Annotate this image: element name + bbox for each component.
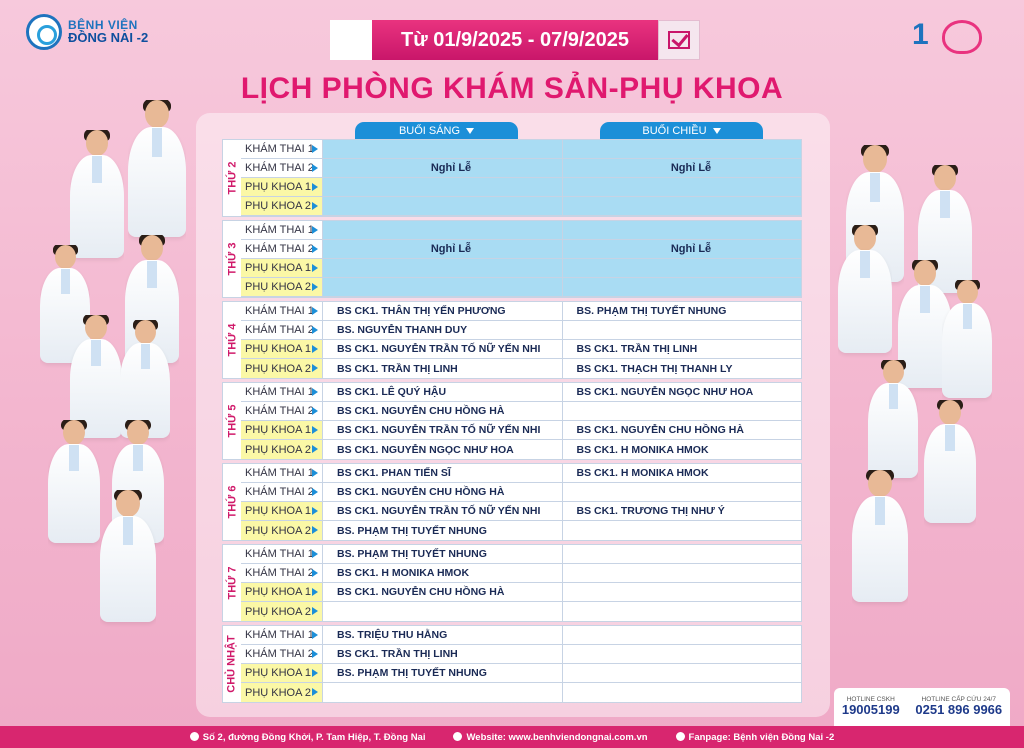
day-label: CHỦ NHẬT <box>226 635 239 693</box>
table-row <box>241 645 801 664</box>
day-label: THỨ 5 <box>226 404 238 438</box>
room-label: PHỤ KHOA 1 <box>241 583 323 601</box>
day-block <box>222 625 802 703</box>
table-row <box>241 221 801 240</box>
day-block <box>222 544 802 622</box>
room-label: KHÁM THAI 2 <box>241 483 323 501</box>
room-label: KHÁM THAI 1 <box>241 221 323 239</box>
schedule-cell-am: BS CK1. LÊ QUÝ HẬU <box>323 383 563 401</box>
schedule-cell-am: BS CK1. NGUYỄN CHU HỒNG HÀ <box>323 402 563 420</box>
day-block <box>222 220 802 298</box>
schedule-cell-am: BS CK1. NGUYỄN TRẦN TỐ NỮ YẾN NHI <box>323 340 563 358</box>
schedule-cell-pm <box>563 402 802 420</box>
footer-fanpage[interactable]: Fanpage: Bệnh viện Đồng Nai -2 <box>676 732 835 743</box>
room-label: KHÁM THAI 1 <box>241 383 323 401</box>
schedule-cell-pm: BS CK1. NGUYỄN CHU HỒNG HÀ <box>576 424 744 436</box>
room-label: PHỤ KHOA 2 <box>241 197 323 215</box>
room-label: PHỤ KHOA 1 <box>241 664 323 682</box>
schedule-cell-pm: BS CK1. H MONIKA HMOK <box>576 443 709 456</box>
table-row <box>241 340 801 359</box>
doctor-photo <box>48 420 100 555</box>
hotline-emergency-number[interactable]: 0251 896 9966 <box>915 702 1003 718</box>
schedule-cell-am: BS CK1. PHAN TIẾN SĨ <box>323 464 563 482</box>
table-row <box>241 259 801 278</box>
globe-icon <box>453 732 462 741</box>
room-label: KHÁM THAI 2 <box>241 645 323 663</box>
hospital-logo-icon <box>26 14 62 50</box>
table-row <box>241 383 801 402</box>
schedule-cell-pm <box>563 178 802 196</box>
room-label: KHÁM THAI 2 <box>241 321 323 339</box>
room-label: KHÁM THAI 1 <box>241 464 323 482</box>
room-label: KHÁM THAI 2 <box>241 240 323 258</box>
schedule-cell-am <box>323 602 563 621</box>
table-row <box>241 502 801 521</box>
room-label: KHÁM THAI 2 <box>241 402 323 420</box>
doctor-photo <box>128 100 186 251</box>
schedule-cell-pm <box>563 626 802 644</box>
location-icon <box>190 732 199 741</box>
table-row <box>241 521 801 540</box>
schedule-cell-pm <box>563 583 802 601</box>
room-label: KHÁM THAI 1 <box>241 626 323 644</box>
schedule-cell-am: BS CK1. THÂN THỊ YẾN PHƯƠNG <box>323 302 563 320</box>
table-row <box>241 402 801 421</box>
room-label: KHÁM THAI 1 <box>241 140 323 158</box>
room-label: PHỤ KHOA 1 <box>241 178 323 196</box>
table-row <box>241 602 801 621</box>
room-label: PHỤ KHOA 2 <box>241 278 323 296</box>
table-row <box>241 626 801 645</box>
chevron-down-icon <box>466 128 474 134</box>
hotline-box <box>834 688 1010 726</box>
doctor-photo <box>852 470 908 616</box>
schedule-cell-am: BS CK1. TRẦN THỊ LINH <box>323 645 563 663</box>
schedule-cell-am: BS. PHẠM THỊ TUYẾT NHUNG <box>323 521 563 540</box>
tab-morning-label: BUỔI SÁNG <box>398 125 461 137</box>
room-label: PHỤ KHOA 1 <box>241 259 323 277</box>
room-label: PHỤ KHOA 2 <box>241 440 323 459</box>
room-label: PHỤ KHOA 2 <box>241 359 323 378</box>
schedule-cell-am: BS CK1. NGUYỄN NGỌC NHƯ HOA <box>323 440 563 459</box>
schedule-cell-am: BS. TRIỆU THU HẰNG <box>323 626 563 644</box>
tab-afternoon-label: BUỔI CHIỀU <box>642 125 707 137</box>
table-row <box>241 664 801 683</box>
schedule-cell-am <box>323 683 563 702</box>
room-label: KHÁM THAI 1 <box>241 302 323 320</box>
schedule-cell-pm <box>563 321 802 339</box>
footer-website[interactable]: Website: www.benhviendongnai.com.vn <box>453 732 647 743</box>
table-row <box>241 683 801 702</box>
day-label: THỨ 6 <box>226 485 238 519</box>
schedule-cell-pm <box>563 259 802 277</box>
room-label: PHỤ KHOA 1 <box>241 502 323 520</box>
schedule-cell-am: BS CK1. NGUYỄN CHU HỒNG HÀ <box>323 583 563 601</box>
schedule-cell-pm <box>563 278 802 296</box>
schedule-cell-am: BS CK1. H MONIKA HMOK <box>323 564 563 582</box>
table-row <box>241 178 801 197</box>
hotline-emergency-label: HOTLINE CẤP CỨU 24/7 <box>921 696 996 704</box>
schedule-cell-am: BS. PHẠM THỊ TUYẾT NHUNG <box>323 664 563 682</box>
room-label: PHỤ KHOA 2 <box>241 602 323 621</box>
schedule-cell-pm <box>563 645 802 663</box>
footer-address: Số 2, đường Đồng Khởi, P. Tam Hiệp, T. Đồng Nai <box>190 732 426 743</box>
schedule-cell-am: BS. NGUYỄN THANH DUY <box>323 321 563 339</box>
table-row <box>241 359 801 378</box>
schedule-cell-am: BS CK1. NGUYỄN TRẦN TỐ NỮ YẾN NHI <box>323 502 563 520</box>
footer-bar <box>0 726 1024 748</box>
table-row <box>241 464 801 483</box>
schedule-cell-pm: BS CK1. H MONIKA HMOK <box>576 467 709 479</box>
day-block <box>222 301 802 379</box>
schedule-cell-pm <box>563 140 802 158</box>
chevron-down-icon <box>713 128 721 134</box>
room-label: KHÁM THAI 2 <box>241 564 323 582</box>
room-label: KHÁM THAI 2 <box>241 159 323 177</box>
day-label: THỨ 7 <box>226 566 238 600</box>
table-row <box>241 564 801 583</box>
schedule-cell-am <box>323 140 563 158</box>
table-row <box>241 140 801 159</box>
schedule-cell-am: BS. PHẠM THỊ TUYẾT NHUNG <box>323 545 563 563</box>
schedule-cell-am <box>323 259 563 277</box>
schedule-cell-pm: BS CK1. TRẦN THỊ LINH <box>576 343 698 355</box>
logo-line1: BỆNH VIỆN <box>68 17 138 32</box>
day-block <box>222 139 802 217</box>
table-row <box>241 483 801 502</box>
schedule-cell-am <box>323 278 563 296</box>
doctor-photo <box>838 225 892 365</box>
table-row <box>241 321 801 340</box>
table-row <box>241 440 801 459</box>
schedule-cell-pm: BS CK1. THẠCH THỊ THANH LY <box>576 362 733 375</box>
date-range: Từ 01/9/2025 - 07/9/2025 <box>372 20 658 60</box>
page-title: LỊCH PHÒNG KHÁM SẢN-PHỤ KHOA <box>240 72 784 105</box>
doctor-photo <box>942 280 992 410</box>
checkbox-icon <box>658 20 700 60</box>
schedule-cell-pm <box>563 221 802 239</box>
date-range-banner <box>330 20 700 60</box>
hotline-cskh-label: HOTLINE CSKH <box>846 696 895 704</box>
schedule-cell-pm <box>563 545 802 563</box>
schedule-cell-am: BS CK1. NGUYỄN CHU HỒNG HÀ <box>323 483 563 501</box>
facebook-icon <box>676 732 685 741</box>
schedule-cell-am <box>323 178 563 196</box>
logo-line2: ĐỒNG NAI -2 <box>68 30 149 46</box>
schedule-cell-am: BS CK1. NGUYỄN TRẦN TỐ NỮ YẾN NHI <box>323 421 563 439</box>
doctor-photo <box>100 490 156 636</box>
day-block <box>222 382 802 460</box>
schedule-cell-am <box>323 221 563 239</box>
schedule-cell-pm: BS. PHẠM THỊ TUYẾT NHUNG <box>576 305 727 317</box>
schedule-cell-pm <box>563 483 802 501</box>
schedule-cell-pm: BS CK1. TRƯƠNG THỊ NHƯ Ý <box>576 505 725 517</box>
schedule-cell-pm: BS CK1. NGUYỄN NGỌC NHƯ HOA <box>576 386 754 398</box>
schedule-cell-am: BS CK1. TRẦN THỊ LINH <box>323 359 563 378</box>
room-label: KHÁM THAI 1 <box>241 545 323 563</box>
room-label: PHỤ KHOA 1 <box>241 421 323 439</box>
room-label: PHỤ KHOA 2 <box>241 683 323 702</box>
holiday-text-am: Nghỉ Lễ <box>430 243 472 255</box>
schedule-cell-pm <box>563 664 802 682</box>
holiday-text-am: Nghỉ Lễ <box>430 162 472 174</box>
holiday-text-pm: Nghỉ Lễ <box>670 243 712 255</box>
doctor-photo <box>924 400 976 535</box>
schedule-cell-pm <box>563 564 802 582</box>
anniversary-badge-icon: 1 <box>912 14 984 58</box>
tab-afternoon[interactable] <box>600 122 763 140</box>
schedule-cell-pm <box>563 683 802 702</box>
table-row <box>241 197 801 216</box>
room-label: PHỤ KHOA 1 <box>241 340 323 358</box>
hospital-logo <box>26 14 148 50</box>
table-row <box>241 302 801 321</box>
holiday-text-pm: Nghỉ Lễ <box>670 162 712 174</box>
room-label: PHỤ KHOA 2 <box>241 521 323 540</box>
day-label: THỨ 4 <box>226 323 238 357</box>
table-row <box>241 278 801 297</box>
hotline-cskh-number[interactable]: 19005199 <box>841 702 900 718</box>
day-block <box>222 463 802 541</box>
schedule-cell-pm <box>563 602 802 621</box>
table-row <box>241 545 801 564</box>
table-row <box>241 421 801 440</box>
schedule-cell-pm <box>563 197 802 215</box>
schedule-cell-am <box>323 197 563 215</box>
day-label: THỨ 2 <box>226 161 238 195</box>
table-row <box>241 583 801 602</box>
schedule-cell-pm <box>563 521 802 540</box>
tab-morning[interactable] <box>355 122 518 140</box>
day-label: THỨ 3 <box>226 242 238 276</box>
